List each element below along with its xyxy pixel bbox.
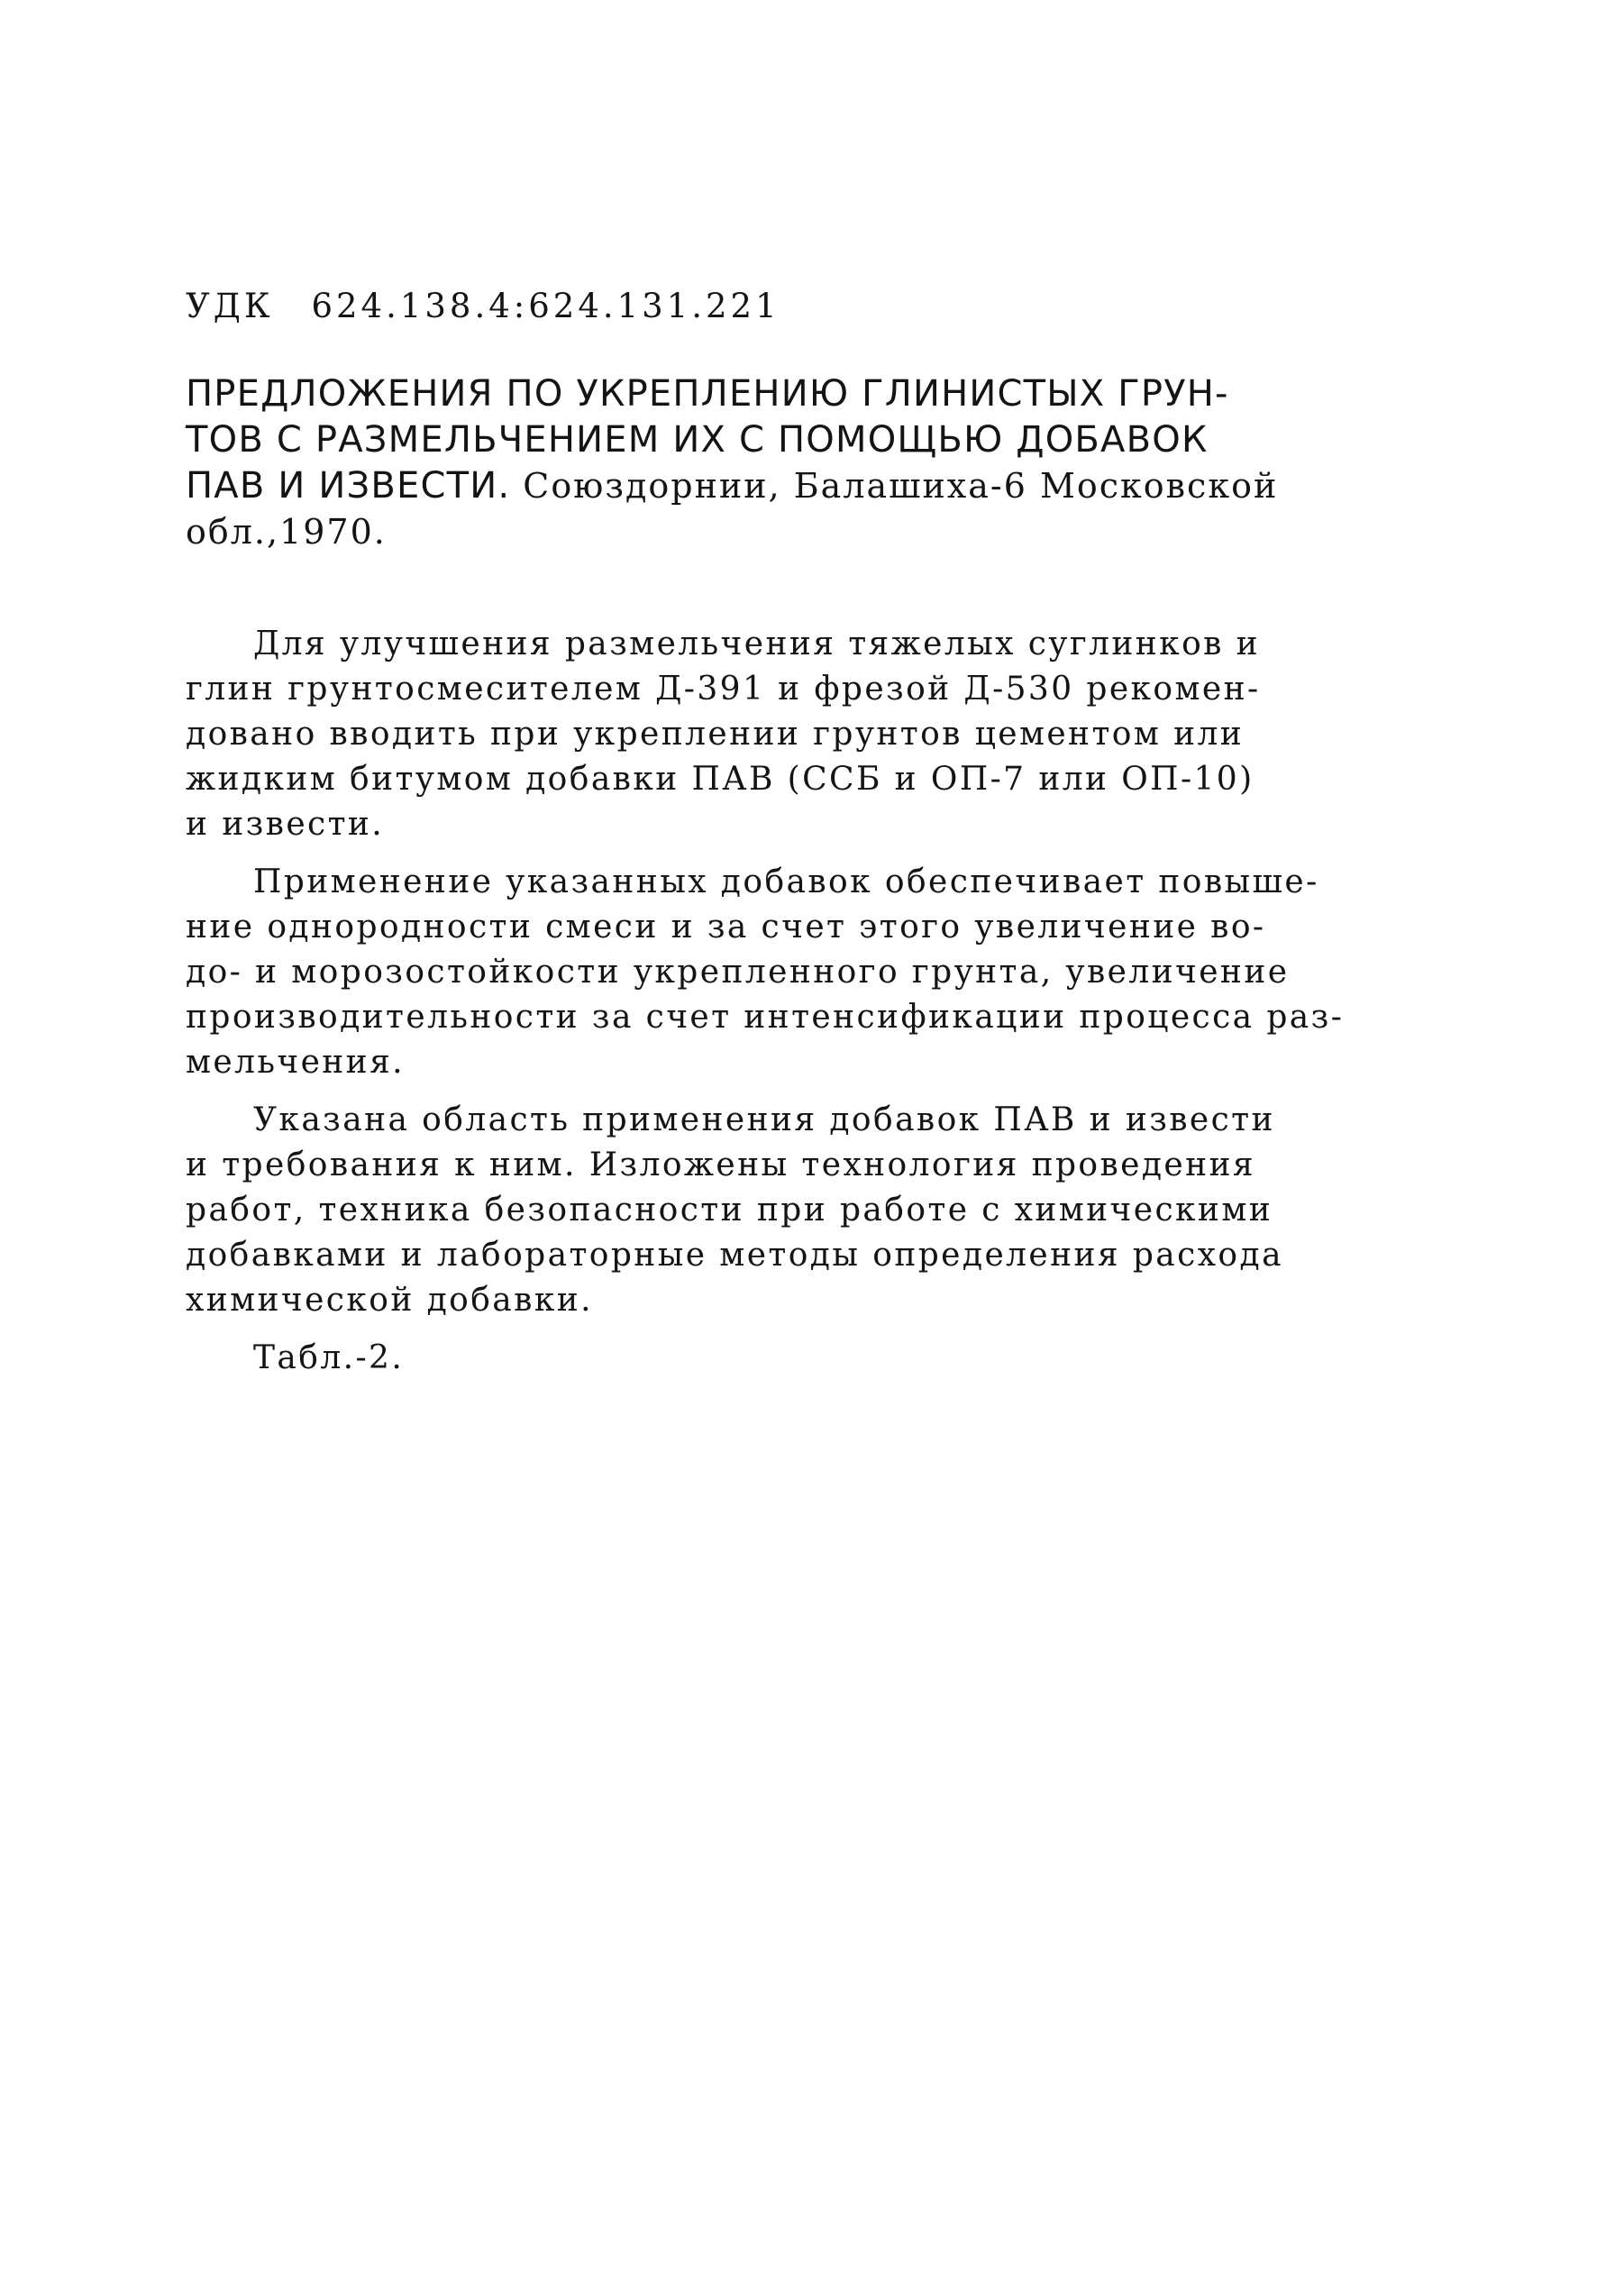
text-line: Применение указанных добавок обеспечивает повыше- bbox=[253, 863, 1319, 900]
abstract-paragraph bbox=[186, 622, 1384, 847]
udc-line bbox=[186, 287, 780, 325]
abstract-paragraph bbox=[186, 860, 1384, 1085]
abstract-paragraph bbox=[186, 1098, 1384, 1323]
text-line: жидким битумом добавки ПАВ (ССБ и ОП-7 или ОП-10) bbox=[186, 761, 1254, 798]
abstract bbox=[186, 622, 1384, 1381]
tables-note: Табл.-2. bbox=[253, 1339, 405, 1376]
document-title bbox=[186, 371, 1393, 555]
publisher: Союздорнии, Балашиха-6 Московской bbox=[523, 466, 1279, 506]
text-line: Указана область применения добавок ПАВ и извести bbox=[253, 1101, 1275, 1138]
text-line: и требования к ним. Изложены технология проведения bbox=[186, 1147, 1256, 1183]
text-line: до- и морозостойкости укрепленного грунта, увеличение bbox=[186, 954, 1290, 991]
title-line bbox=[186, 463, 1393, 509]
text-line: и извести. bbox=[186, 806, 385, 843]
text-line: ние однородности смеси и за счет этого увеличение во- bbox=[186, 909, 1266, 946]
udc-label: УДК bbox=[186, 287, 274, 325]
text-line: химической добавки. bbox=[186, 1282, 593, 1319]
text-line: глин грунтосмесителем Д-391 и фрезой Д-530 рекомен- bbox=[186, 671, 1261, 708]
title-line-end: ПАВ И ИЗВЕСТИ. bbox=[186, 465, 511, 507]
title-line: ПРЕДЛОЖЕНИЯ ПО УКРЕПЛЕНИЮ ГЛИНИСТЫХ ГРУН- bbox=[186, 373, 1229, 415]
publisher-year: обл.,1970. bbox=[186, 512, 387, 552]
udc-code: 624.138.4:624.131.221 bbox=[311, 287, 780, 325]
text-line: добавками и лабораторные методы определения расхода bbox=[186, 1237, 1283, 1274]
text-line: работ, техника безопасности при работе с химическими bbox=[186, 1192, 1273, 1229]
title-line: ТОВ С РАЗМЕЛЬЧЕНИЕМ ИХ С ПОМОЩЬЮ ДОБАВОК bbox=[186, 419, 1209, 461]
text-line: довано вводить при укреплении грунтов цементом или bbox=[186, 716, 1245, 753]
text-line: Для улучшения размельчения тяжелых суглинков и bbox=[253, 626, 1261, 662]
text-line: производительности за счет интенсификации процесса раз- bbox=[186, 999, 1345, 1036]
text-line: мельчения. bbox=[186, 1044, 406, 1081]
